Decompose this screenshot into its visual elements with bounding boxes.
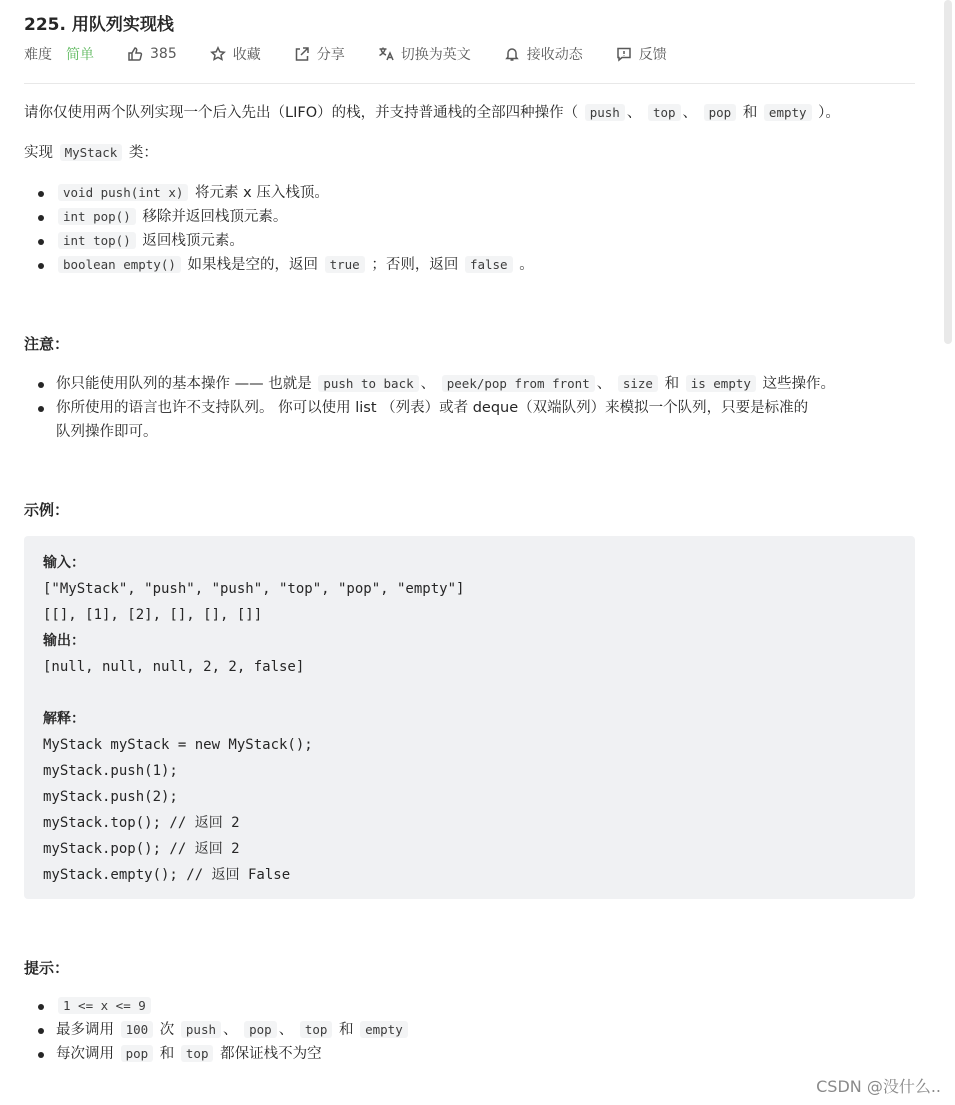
note-and: 和 [664, 376, 680, 392]
note-separator: 、 [420, 376, 436, 392]
note-text-cont: 队列操作即可。 [56, 424, 158, 440]
input-line: ["MyStack", "push", "push", "top", "pop", "empty"] [43, 581, 465, 597]
input-line: [[], [1], [2], [], [], []] [43, 607, 263, 623]
method-list [56, 181, 534, 277]
method-code: int top() [58, 232, 136, 249]
problem-meta-bar [24, 44, 700, 64]
code-line: myStack.pop(); // 返回 2 [43, 841, 240, 857]
code-top: top [648, 104, 681, 121]
description-intro [24, 101, 840, 125]
method-desc: 。 [519, 257, 534, 273]
code-empty: empty [360, 1021, 408, 1038]
intro-text: 请你仅使用两个队列实现一个后入先出（LIFO）的栈，并支持普通栈的全部四种操作（ [24, 105, 579, 121]
intro-separator: 、 [682, 105, 698, 121]
share-icon [294, 46, 310, 62]
intro-end: ）。 [818, 105, 840, 121]
implement-line [24, 141, 158, 165]
difficulty-value: 简单 [66, 47, 94, 63]
hint-separator: 、 [223, 1022, 238, 1038]
method-desc: 返回栈顶元素。 [142, 233, 244, 249]
switch-language-label: 切换为英文 [400, 47, 471, 63]
list-item [56, 253, 534, 277]
hint-text: 每次调用 [56, 1046, 114, 1062]
code-size: size [618, 375, 658, 392]
note-text: 你所使用的语言也许不支持队列。 你可以使用 list （列表）或者 deque（双端队列）来模拟一个队列，只要是标准的 [56, 400, 809, 416]
hint-text: 都保证栈不为空 [220, 1046, 322, 1062]
hint-text: 最多调用 [56, 1022, 114, 1038]
star-icon [210, 46, 226, 62]
share-label: 分享 [316, 47, 345, 63]
favorite-label: 收藏 [232, 47, 261, 63]
implement-text: 实现 [24, 145, 53, 161]
notes-heading: 注意： [24, 335, 70, 353]
method-code: int pop() [58, 208, 136, 225]
switch-language-button[interactable] [378, 44, 471, 64]
code-line: myStack.top(); // 返回 2 [43, 815, 240, 831]
share-button[interactable] [294, 44, 345, 64]
notify-label: 接收动态 [526, 47, 583, 63]
problem-title: 225. 用队列实现栈 [24, 15, 174, 35]
example-heading: 示例： [24, 501, 70, 519]
code-push: push [181, 1021, 221, 1038]
method-desc: 移除并返回栈顶元素。 [142, 209, 288, 225]
code-peek-pop-from-front: peek/pop from front [442, 375, 595, 392]
thumbs-up-icon [127, 46, 143, 62]
explain-label: 解释： [43, 711, 85, 727]
list-item [56, 396, 835, 444]
output-line: [null, null, null, 2, 2, false] [43, 659, 305, 675]
note-separator: 、 [596, 376, 612, 392]
code-mystack: MyStack [60, 144, 123, 161]
code-100: 100 [121, 1021, 154, 1038]
list-item [56, 372, 835, 396]
implement-text-end: 类： [128, 145, 158, 161]
like-count: 385 [150, 46, 177, 62]
hint-range-code: 1 <= x <= 9 [58, 997, 151, 1014]
hints-heading: 提示： [24, 959, 70, 977]
method-code: void push(int x) [58, 184, 188, 201]
favorite-button[interactable] [210, 44, 261, 64]
method-desc: ；否则，返回 [371, 257, 459, 273]
note-text: 你只能使用队列的基本操作 —— 也就是 [56, 376, 312, 392]
code-false: false [465, 256, 513, 273]
like-button[interactable] [127, 46, 177, 62]
code-push: push [585, 104, 625, 121]
code-pop: pop [704, 104, 737, 121]
code-pop: pop [121, 1045, 154, 1062]
code-line: myStack.push(1); [43, 763, 178, 779]
method-code: boolean empty() [58, 256, 181, 273]
method-desc: 如果栈是空的，返回 [187, 257, 318, 273]
header-divider [24, 83, 915, 84]
feedback-icon [616, 46, 632, 62]
intro-and: 和 [742, 105, 758, 121]
vertical-scrollbar[interactable] [944, 0, 952, 344]
code-line: myStack.empty(); // 返回 False [43, 867, 291, 883]
hints-list [56, 994, 410, 1066]
list-item [56, 229, 534, 253]
hint-separator: 、 [278, 1022, 294, 1038]
difficulty-label: 难度 [24, 47, 52, 63]
code-true: true [325, 256, 365, 273]
list-item [56, 205, 534, 229]
difficulty [24, 44, 94, 64]
watermark: CSDN @没什么.. [816, 1077, 941, 1096]
intro-separator: 、 [626, 105, 642, 121]
list-item [56, 181, 534, 205]
code-empty: empty [764, 104, 812, 121]
list-item [56, 1018, 410, 1042]
hint-and: 和 [159, 1046, 175, 1062]
list-item [56, 994, 410, 1018]
method-desc: 将元素 x 压入栈顶。 [195, 185, 329, 201]
code-line: MyStack myStack = new MyStack(); [43, 737, 313, 753]
output-label: 输出： [43, 633, 85, 649]
code-pop: pop [244, 1021, 277, 1038]
note-text-end: 这些操作。 [762, 376, 836, 392]
blank-line [43, 680, 896, 706]
code-top: top [300, 1021, 333, 1038]
notify-button[interactable] [504, 44, 583, 64]
translate-icon [378, 46, 394, 62]
feedback-button[interactable] [616, 44, 667, 64]
code-is-empty: is empty [686, 375, 756, 392]
code-top: top [181, 1045, 214, 1062]
list-item [56, 1042, 410, 1066]
hint-text: 次 [159, 1022, 175, 1038]
example-code-block [24, 536, 915, 899]
code-line: myStack.push(2); [43, 789, 178, 805]
feedback-label: 反馈 [638, 47, 667, 63]
notes-list [56, 372, 835, 444]
code-push-to-back: push to back [318, 375, 418, 392]
bell-icon [504, 46, 520, 62]
hint-and: 和 [339, 1022, 354, 1038]
input-label: 输入： [43, 555, 85, 571]
